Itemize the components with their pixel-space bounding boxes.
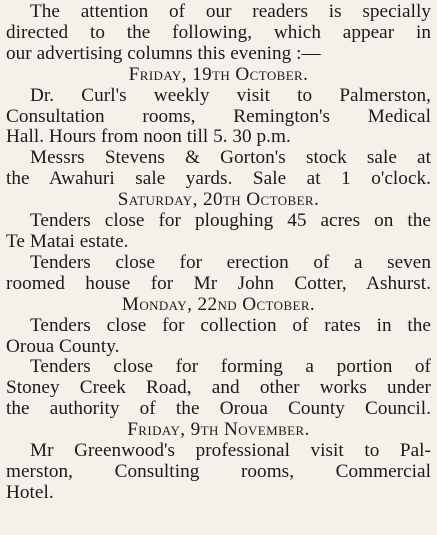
item-line: Hotel. [6, 481, 54, 503]
intro-line: our advertising columns this evening :— [6, 42, 321, 64]
item-line: Consultation rooms, Remington's Medical [6, 105, 431, 127]
item-line: Tenders close for forming a portion of [30, 356, 431, 378]
item-line: Dr. Curl's weekly visit to Palmerston, [30, 84, 431, 106]
item-line: Hall. Hours from noon till 5. 30 p.m. [6, 126, 291, 148]
item-line: merston, Consulting rooms, Commercial [6, 460, 431, 482]
date-heading: Monday, 22nd October. [121, 293, 316, 315]
intro-line: directed to the following, which appear in [6, 21, 431, 43]
item-line: Oroua County. [6, 335, 120, 357]
item-line: Tenders close for ploughing 45 acres on the [30, 210, 431, 232]
item-line: Te Matai estate. [6, 230, 129, 252]
date-heading: Friday, 9th November. [127, 419, 310, 441]
item-line: Tenders close for erection of a seven [30, 251, 431, 273]
item-line: Stoney Creek Road, and other works under [6, 377, 431, 399]
item-line: Messrs Stevens & Gorton's stock sale at [30, 147, 431, 169]
item-line: Mr Greenwood's professional visit to Pal- [30, 440, 431, 462]
item-line: roomed house for Mr John Cotter, Ashurst. [6, 272, 431, 294]
date-heading: Saturday, 20th October. [117, 189, 320, 211]
item-line: the Awahuri sale yards. Sale at 1 o'clock. [6, 168, 431, 190]
intro-line: The attention of our readers is specially [30, 1, 431, 22]
date-heading: Friday, 19th October. [128, 63, 309, 85]
item-line: the authority of the Oroua County Council. [6, 398, 431, 420]
item-line: Tenders close for collection of rates in the [30, 314, 431, 336]
